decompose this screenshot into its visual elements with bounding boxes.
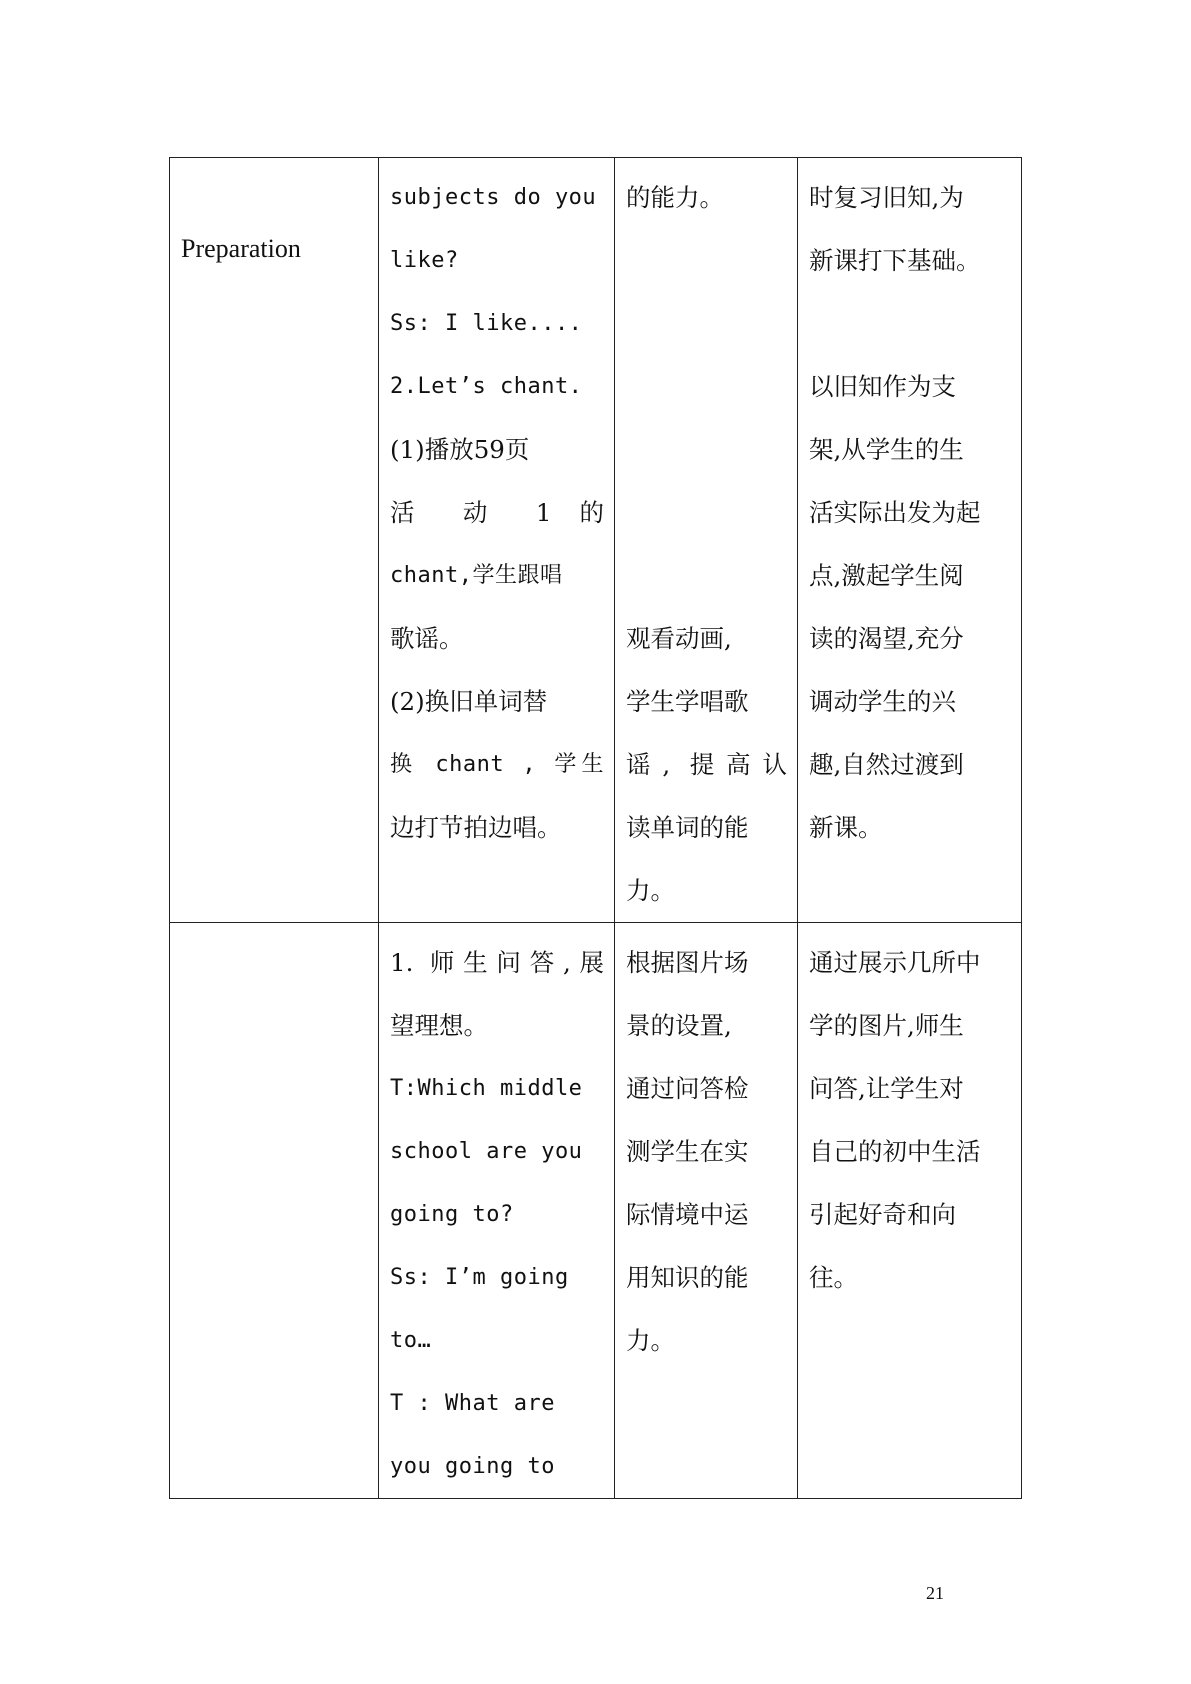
text-line: to…	[390, 1328, 432, 1353]
text-line	[626, 355, 787, 418]
text-line: 边打节拍边唱。	[390, 813, 562, 842]
text-line: 往。	[809, 1263, 858, 1292]
goals-lines	[615, 923, 797, 1372]
activities-lines	[379, 923, 614, 1498]
text-line: 通过展示几所中	[809, 948, 981, 977]
text-line: Ss: I’m going	[390, 1265, 569, 1290]
intent-lines	[798, 923, 1021, 1309]
text-line: 的能力。	[626, 183, 724, 212]
text-line: 问答,让学生对	[809, 1074, 964, 1103]
text-line: you going to	[390, 1454, 555, 1479]
text-line: T : What are	[390, 1391, 555, 1416]
text-line	[626, 418, 787, 481]
text-line: (1)播放59页	[390, 435, 530, 464]
goals-cell	[615, 923, 798, 1499]
text-line: 以旧知作为支	[809, 372, 956, 401]
text-line: 际情境中运	[626, 1200, 749, 1229]
page-number: 21	[926, 1583, 944, 1603]
text-line: 时复习旧知,为	[809, 183, 964, 212]
text-line: 学生学唱歌	[626, 687, 749, 716]
intent-cell	[798, 923, 1022, 1499]
text-line: school are you	[390, 1139, 583, 1164]
text-line: 力。	[626, 876, 675, 905]
activities-cell	[379, 158, 615, 923]
table-row	[170, 923, 1022, 1499]
text-line: 力。	[626, 1326, 675, 1355]
activities-lines	[379, 158, 614, 859]
text-line: 新课。	[809, 813, 883, 842]
text-line	[626, 544, 787, 607]
text-line: 1. 师生问答,展	[390, 948, 604, 977]
text-line: subjects do you	[390, 185, 597, 210]
text-line	[809, 292, 1011, 355]
text-line: 自己的初中生活	[809, 1137, 981, 1166]
text-line: 用知识的能	[626, 1263, 749, 1292]
text-line: 2.Let’s chant.	[390, 374, 583, 399]
text-line: 观看动画,	[626, 624, 732, 653]
text-line	[626, 292, 787, 355]
text-line: 根据图片场	[626, 948, 749, 977]
stage-label	[170, 923, 378, 999]
stage-cell	[170, 158, 379, 923]
text-line: 通过问答检	[626, 1074, 749, 1103]
intent-lines	[798, 158, 1021, 859]
text-line: T:Which middle	[390, 1076, 583, 1101]
text-line: (2)换旧单词替	[390, 687, 548, 716]
text-line: 读单词的能	[626, 813, 749, 842]
goals-lines	[615, 158, 797, 922]
stage-cell	[170, 923, 379, 1499]
text-line	[626, 229, 787, 292]
lesson-plan-table	[169, 157, 1022, 1499]
text-line: 新课打下基础。	[809, 246, 981, 275]
stage-label: Preparation	[181, 234, 301, 263]
goals-cell	[615, 158, 798, 923]
activities-cell	[379, 923, 615, 1499]
text-line: 架,从学生的生	[809, 435, 964, 464]
text-line: 点,激起学生阅	[809, 561, 964, 590]
text-line: 趣,自然过渡到	[809, 750, 964, 779]
text-line: like?	[390, 248, 459, 273]
text-line: 活 动 1 的	[390, 498, 604, 527]
text-line: Ss: I like....	[390, 311, 583, 336]
text-line: 学的图片,师生	[809, 1011, 964, 1040]
text-line: chant,学生跟唱	[390, 563, 563, 588]
text-line: 歌谣。	[390, 624, 464, 653]
text-line: 谣, 提高认	[626, 750, 787, 779]
intent-cell	[798, 158, 1022, 923]
text-line	[626, 481, 787, 544]
table-row	[170, 158, 1022, 923]
text-line: 望理想。	[390, 1011, 488, 1040]
text-line: 读的渴望,充分	[809, 624, 964, 653]
text-line: going to?	[390, 1202, 514, 1227]
text-line: 景的设置,	[626, 1011, 732, 1040]
text-line: 引起好奇和向	[809, 1200, 956, 1229]
text-line: 测学生在实	[626, 1137, 749, 1166]
text-line: 活实际出发为起	[809, 498, 981, 527]
text-line: 换 chant , 学生	[390, 752, 604, 777]
text-line: 调动学生的兴	[809, 687, 956, 716]
